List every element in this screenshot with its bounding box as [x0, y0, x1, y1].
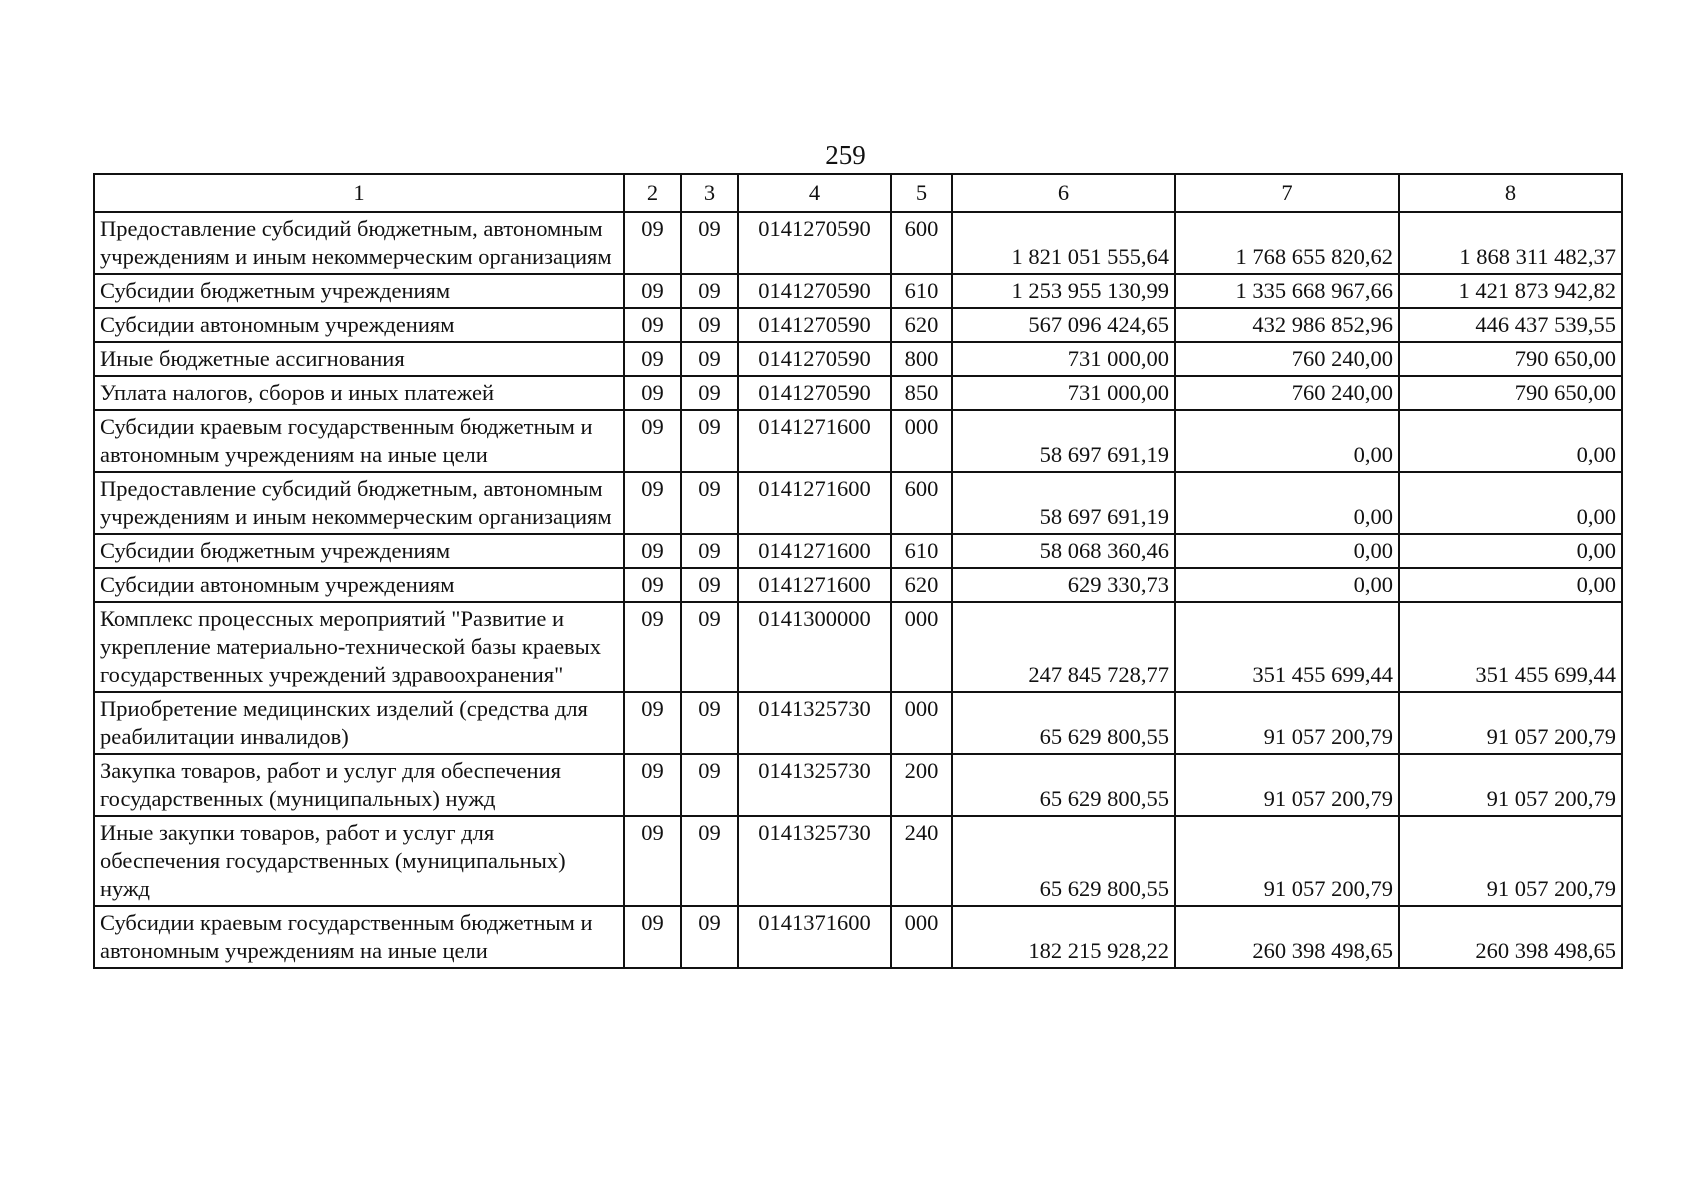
row-description: Субсидии автономным учреждениям	[94, 308, 624, 342]
column-header-6: 6	[952, 174, 1175, 212]
target-article-code: 0141371600	[738, 906, 891, 968]
amount-column-7: 0,00	[1175, 568, 1399, 602]
amount-column-8: 1 421 873 942,82	[1399, 274, 1622, 308]
target-article-code: 0141270590	[738, 376, 891, 410]
amount-column-6: 58 697 691,19	[952, 410, 1175, 472]
amount-column-7: 760 240,00	[1175, 376, 1399, 410]
table-row	[94, 342, 1622, 376]
expense-type-code: 000	[891, 410, 952, 472]
amount-column-6: 1 253 955 130,99	[952, 274, 1175, 308]
column-header-3: 3	[681, 174, 738, 212]
column-header-8: 8	[1399, 174, 1622, 212]
subsection-code: 09	[681, 342, 738, 376]
target-article-code: 0141270590	[738, 342, 891, 376]
amount-column-7: 260 398 498,65	[1175, 906, 1399, 968]
amount-column-8: 1 868 311 482,37	[1399, 212, 1622, 274]
target-article-code: 0141270590	[738, 212, 891, 274]
column-header-4: 4	[738, 174, 891, 212]
subsection-code: 09	[681, 754, 738, 816]
amount-column-8: 0,00	[1399, 568, 1622, 602]
amount-column-6: 58 697 691,19	[952, 472, 1175, 534]
amount-column-6: 58 068 360,46	[952, 534, 1175, 568]
table-row	[94, 212, 1622, 274]
subsection-code: 09	[681, 602, 738, 692]
subsection-code: 09	[681, 212, 738, 274]
target-article-code: 0141325730	[738, 692, 891, 754]
expense-type-code: 850	[891, 376, 952, 410]
target-article-code: 0141271600	[738, 410, 891, 472]
section-code: 09	[624, 816, 681, 906]
expense-type-code: 600	[891, 472, 952, 534]
table-row	[94, 472, 1622, 534]
row-description: Иные бюджетные ассигнования	[94, 342, 624, 376]
section-code: 09	[624, 472, 681, 534]
expense-type-code: 000	[891, 602, 952, 692]
expense-type-code: 620	[891, 308, 952, 342]
amount-column-7: 91 057 200,79	[1175, 692, 1399, 754]
column-header-5: 5	[891, 174, 952, 212]
subsection-code: 09	[681, 376, 738, 410]
target-article-code: 0141325730	[738, 754, 891, 816]
column-header-1: 1	[94, 174, 624, 212]
amount-column-6: 65 629 800,55	[952, 692, 1175, 754]
subsection-code: 09	[681, 308, 738, 342]
amount-column-7: 0,00	[1175, 410, 1399, 472]
target-article-code: 0141270590	[738, 274, 891, 308]
amount-column-8: 790 650,00	[1399, 342, 1622, 376]
section-code: 09	[624, 754, 681, 816]
expense-type-code: 600	[891, 212, 952, 274]
row-description: Субсидии краевым государственным бюджетным и автономным учреждениям на иные цели	[94, 906, 624, 968]
amount-column-7: 760 240,00	[1175, 342, 1399, 376]
amount-column-7: 91 057 200,79	[1175, 754, 1399, 816]
row-description: Комплекс процессных мероприятий "Развитие и укрепление материально-технической базы краевых государственных учреждений здравоохранения"	[94, 602, 624, 692]
amount-column-6: 567 096 424,65	[952, 308, 1175, 342]
amount-column-7: 1 768 655 820,62	[1175, 212, 1399, 274]
target-article-code: 0141270590	[738, 308, 891, 342]
table-row	[94, 308, 1622, 342]
table-row	[94, 274, 1622, 308]
section-code: 09	[624, 376, 681, 410]
subsection-code: 09	[681, 692, 738, 754]
amount-column-6: 65 629 800,55	[952, 816, 1175, 906]
target-article-code: 0141271600	[738, 534, 891, 568]
amount-column-8: 790 650,00	[1399, 376, 1622, 410]
amount-column-7: 0,00	[1175, 534, 1399, 568]
section-code: 09	[624, 212, 681, 274]
subsection-code: 09	[681, 274, 738, 308]
row-description: Субсидии бюджетным учреждениям	[94, 534, 624, 568]
amount-column-8: 351 455 699,44	[1399, 602, 1622, 692]
table-row	[94, 754, 1622, 816]
table-row	[94, 906, 1622, 968]
amount-column-6: 247 845 728,77	[952, 602, 1175, 692]
amount-column-6: 629 330,73	[952, 568, 1175, 602]
amount-column-8: 91 057 200,79	[1399, 692, 1622, 754]
amount-column-6: 182 215 928,22	[952, 906, 1175, 968]
table-row	[94, 410, 1622, 472]
row-description: Уплата налогов, сборов и иных платежей	[94, 376, 624, 410]
amount-column-7: 351 455 699,44	[1175, 602, 1399, 692]
expense-type-code: 000	[891, 692, 952, 754]
amount-column-8: 260 398 498,65	[1399, 906, 1622, 968]
amount-column-7: 0,00	[1175, 472, 1399, 534]
row-description: Приобретение медицинских изделий (средства для реабилитации инвалидов)	[94, 692, 624, 754]
section-code: 09	[624, 342, 681, 376]
amount-column-7: 1 335 668 967,66	[1175, 274, 1399, 308]
expense-type-code: 610	[891, 534, 952, 568]
row-description: Предоставление субсидий бюджетным, автономным учреждениям и иным некоммерческим организациям	[94, 472, 624, 534]
amount-column-8: 0,00	[1399, 410, 1622, 472]
target-article-code: 0141325730	[738, 816, 891, 906]
subsection-code: 09	[681, 906, 738, 968]
amount-column-7: 91 057 200,79	[1175, 816, 1399, 906]
column-header-7: 7	[1175, 174, 1399, 212]
amount-column-8: 0,00	[1399, 534, 1622, 568]
subsection-code: 09	[681, 472, 738, 534]
expense-type-code: 000	[891, 906, 952, 968]
section-code: 09	[624, 410, 681, 472]
amount-column-6: 731 000,00	[952, 342, 1175, 376]
page-number: 259	[825, 140, 866, 170]
expense-type-code: 610	[891, 274, 952, 308]
table-row	[94, 534, 1622, 568]
amount-column-7: 432 986 852,96	[1175, 308, 1399, 342]
target-article-code: 0141271600	[738, 472, 891, 534]
row-description: Иные закупки товаров, работ и услуг для обеспечения государственных (муниципальных) нужд	[94, 816, 624, 906]
section-code: 09	[624, 906, 681, 968]
row-description: Субсидии автономным учреждениям	[94, 568, 624, 602]
table-row	[94, 816, 1622, 906]
section-code: 09	[624, 534, 681, 568]
expense-type-code: 800	[891, 342, 952, 376]
expense-type-code: 200	[891, 754, 952, 816]
section-code: 09	[624, 602, 681, 692]
expense-type-code: 620	[891, 568, 952, 602]
row-description: Закупка товаров, работ и услуг для обеспечения государственных (муниципальных) нужд	[94, 754, 624, 816]
table-row	[94, 602, 1622, 692]
subsection-code: 09	[681, 410, 738, 472]
expense-type-code: 240	[891, 816, 952, 906]
target-article-code: 0141300000	[738, 602, 891, 692]
table-row	[94, 376, 1622, 410]
budget-table	[93, 173, 1623, 969]
table-row	[94, 692, 1622, 754]
section-code: 09	[624, 308, 681, 342]
section-code: 09	[624, 568, 681, 602]
subsection-code: 09	[681, 534, 738, 568]
row-description: Субсидии бюджетным учреждениям	[94, 274, 624, 308]
section-code: 09	[624, 692, 681, 754]
amount-column-8: 446 437 539,55	[1399, 308, 1622, 342]
column-header-2: 2	[624, 174, 681, 212]
amount-column-8: 91 057 200,79	[1399, 816, 1622, 906]
row-description: Субсидии краевым государственным бюджетным и автономным учреждениям на иные цели	[94, 410, 624, 472]
amount-column-8: 91 057 200,79	[1399, 754, 1622, 816]
table-row	[94, 568, 1622, 602]
amount-column-8: 0,00	[1399, 472, 1622, 534]
subsection-code: 09	[681, 568, 738, 602]
amount-column-6: 731 000,00	[952, 376, 1175, 410]
section-code: 09	[624, 274, 681, 308]
header-row	[94, 174, 1622, 212]
amount-column-6: 65 629 800,55	[952, 754, 1175, 816]
target-article-code: 0141271600	[738, 568, 891, 602]
row-description: Предоставление субсидий бюджетным, автономным учреждениям и иным некоммерческим организациям	[94, 212, 624, 274]
amount-column-6: 1 821 051 555,64	[952, 212, 1175, 274]
subsection-code: 09	[681, 816, 738, 906]
